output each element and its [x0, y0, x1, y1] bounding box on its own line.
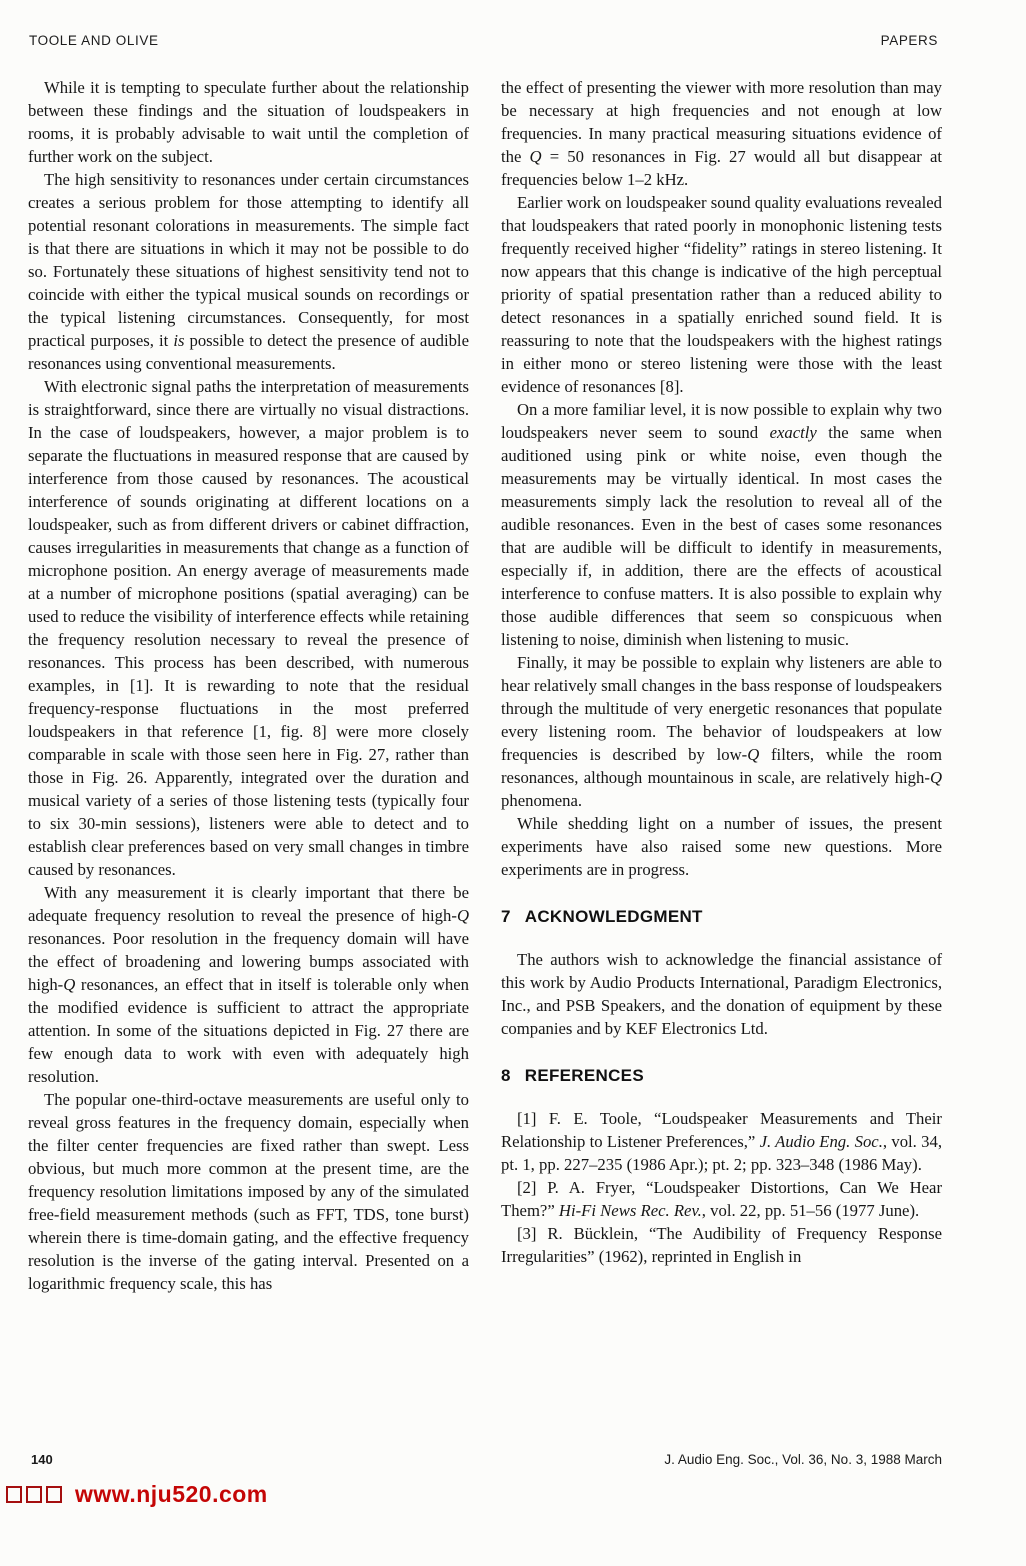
running-header	[29, 33, 938, 48]
reference-item: [1] F. E. Toole, “Loudspeaker Measurements and Their Relationship to Listener Preferences,” J. Audio Eng. Soc., vol. 34, pt. 1, pp. 227–235 (1986 Apr.); pt. 2; pp. 323–348 (1986 May).	[501, 1109, 942, 1174]
section-heading-acknowledgment	[501, 905, 942, 928]
header-authors: TOOLE AND OLIVE	[29, 33, 159, 48]
reference-item: [3] R. Bücklein, “The Audibility of Frequency Response Irregularities” (1962), reprinted in English in	[501, 1224, 942, 1266]
section-title: ACKNOWLEDGMENT	[524, 907, 703, 926]
missing-glyph-box	[26, 1486, 42, 1503]
text-columns	[28, 76, 942, 1295]
reference-item: [2] P. A. Fryer, “Loudspeaker Distortions, Can We Hear Them?” Hi-Fi News Rec. Rev., vol. 22, pp. 51–56 (1977 June).	[501, 1178, 942, 1220]
section-number: 8	[501, 1066, 511, 1085]
column-right	[501, 76, 942, 1295]
column-left	[28, 76, 469, 1295]
missing-glyph-box	[46, 1486, 62, 1503]
body-paragraph: Earlier work on loudspeaker sound quality evaluations revealed that loudspeakers that rated poorly in monophonic listening tests frequently received higher “fidelity” ratings in stereo listening. It now appears that this change is indicative of the high perceptual priority of spatial presentation rather than a reduced ability to detect resonances in a spatially enriched sound field. It is reassuring to note that the loudspeakers with the highest ratings in either mono or stereo listening were those with the least evidence of resonances [8].	[501, 193, 942, 396]
body-paragraph: With any measurement it is clearly important that there be adequate frequency resolution to reveal the presence of high-Q resonances. Poor resolution in the frequency domain will have the effect of broadening and lowering bumps associated with high-Q resonances, an effect that in itself is tolerable only when the modified evidence is sufficient to attract the appropriate attention. In some of the situations depicted in Fig. 27 there are few enough data to work with even with adequately high resolution.	[28, 883, 469, 1086]
section-number: 7	[501, 907, 511, 926]
journal-citation: J. Audio Eng. Soc., Vol. 36, No. 3, 1988 March	[664, 1452, 942, 1467]
watermark	[6, 1483, 268, 1506]
section-heading-references	[501, 1064, 942, 1087]
body-paragraph: The authors wish to acknowledge the financial assistance of this work by Audio Products International, Paradigm Electronics, Inc., and PSB Speakers, and the donation of equipment by these companies and by KEF Electronics Ltd.	[501, 950, 942, 1038]
body-paragraph-continuation: the effect of presenting the viewer with more resolution than may be necessary at high frequencies and not enough at low frequencies. In many practical measuring situations evidence of the Q = 50 resonances in Fig. 27 would all but disappear at frequencies below 1–2 kHz.	[501, 78, 943, 189]
section-title: REFERENCES	[524, 1066, 644, 1085]
body-paragraph: While shedding light on a number of issues, the present experiments have also raised some new questions. More experiments are in progress.	[501, 814, 942, 879]
body-paragraph: With electronic signal paths the interpretation of measurements is straightforward, since there are virtually no visual distractions. In the case of loudspeakers, however, a major problem is to separate the fluctuations in measured response that are caused by interference from those caused by resonances. The acoustical interference of sounds originating at different locations on a loudspeaker, such as from different drivers or cabinet diffraction, causes irregularities in measurements that change as a function of microphone position. An energy average of measurements made at a number of microphone positions (spatial averaging) can be used to reduce the visibility of interference effects while retaining the frequency resolution necessary to reveal the presence of resonances. This process has been described, with numerous examples, in [1]. It is rewarding to note that the residual frequency-response fluctuations in the most preferred loudspeakers in that reference [1, fig. 8] were more closely comparable in scale with those seen here in Fig. 27, rather than those in Fig. 26. Apparently, integrated over the duration and musical variety of a series of those listening tests (typically four to six 30-min sessions), listeners were able to detect and to establish clear preferences based on very small changes in timbre caused by resonances.	[28, 377, 469, 879]
watermark-url: www.nju520.com	[75, 1481, 268, 1507]
body-paragraph: Finally, it may be possible to explain why listeners are able to hear relatively small changes in the bass response of loudspeakers through the multitude of very energetic resonances that populate every listening room. The behavior of loudspeakers at low frequencies is described by low-Q filters, while the room resonances, although mountainous in scale, are relatively high-Q phenomena.	[501, 653, 942, 810]
header-section: PAPERS	[880, 33, 938, 48]
missing-glyph-box	[6, 1486, 22, 1503]
body-paragraph: On a more familiar level, it is now possible to explain why two loudspeakers never seem to sound exactly the same when auditioned using pink or white noise, even though the measurements may be virtually identical. In most cases the measurements simply lack the resolution to reveal all of the audible resonances. Even in the best of cases some resonances that are audible will be difficult to identify in measurements, especially if, in addition, there are the effects of acoustical interference to confuse matters. It is also possible to explain why those audible differences that seem so conspicuous when listening to noise, diminish when listening to music.	[501, 400, 942, 649]
running-footer	[31, 1452, 942, 1467]
body-paragraph: The high sensitivity to resonances under certain circumstances creates a serious problem for those attempting to identify all potential resonant colorations in measurements. The simple fact is that there are situations in which it may not be possible to do so. Fortunately these situations of highest sensitivity tend not to coincide with either the typical musical sounds on recordings or the typical listening circumstances. Consequently, for most practical purposes, it is possible to detect the presence of audible resonances using conventional measurements.	[28, 170, 469, 373]
page-number: 140	[31, 1452, 53, 1467]
body-paragraph: The popular one-third-octave measurements are useful only to reveal gross features in the frequency domain, especially when the filter center frequencies are fixed rather than swept. Less obvious, but much more common at the present time, are the frequency resolution limitations imposed by any of the simulated free-field measurement methods (such as FFT, TDS, tone burst) wherein there is time-domain gating, and the effective frequency resolution is the inverse of the gating interval. Presented on a logarithmic frequency scale, this has	[28, 1090, 469, 1293]
body-paragraph: While it is tempting to speculate further about the relationship between these findings and the situation of loudspeakers in rooms, it is probably advisable to wait until the completion of further work on the subject.	[28, 78, 469, 166]
